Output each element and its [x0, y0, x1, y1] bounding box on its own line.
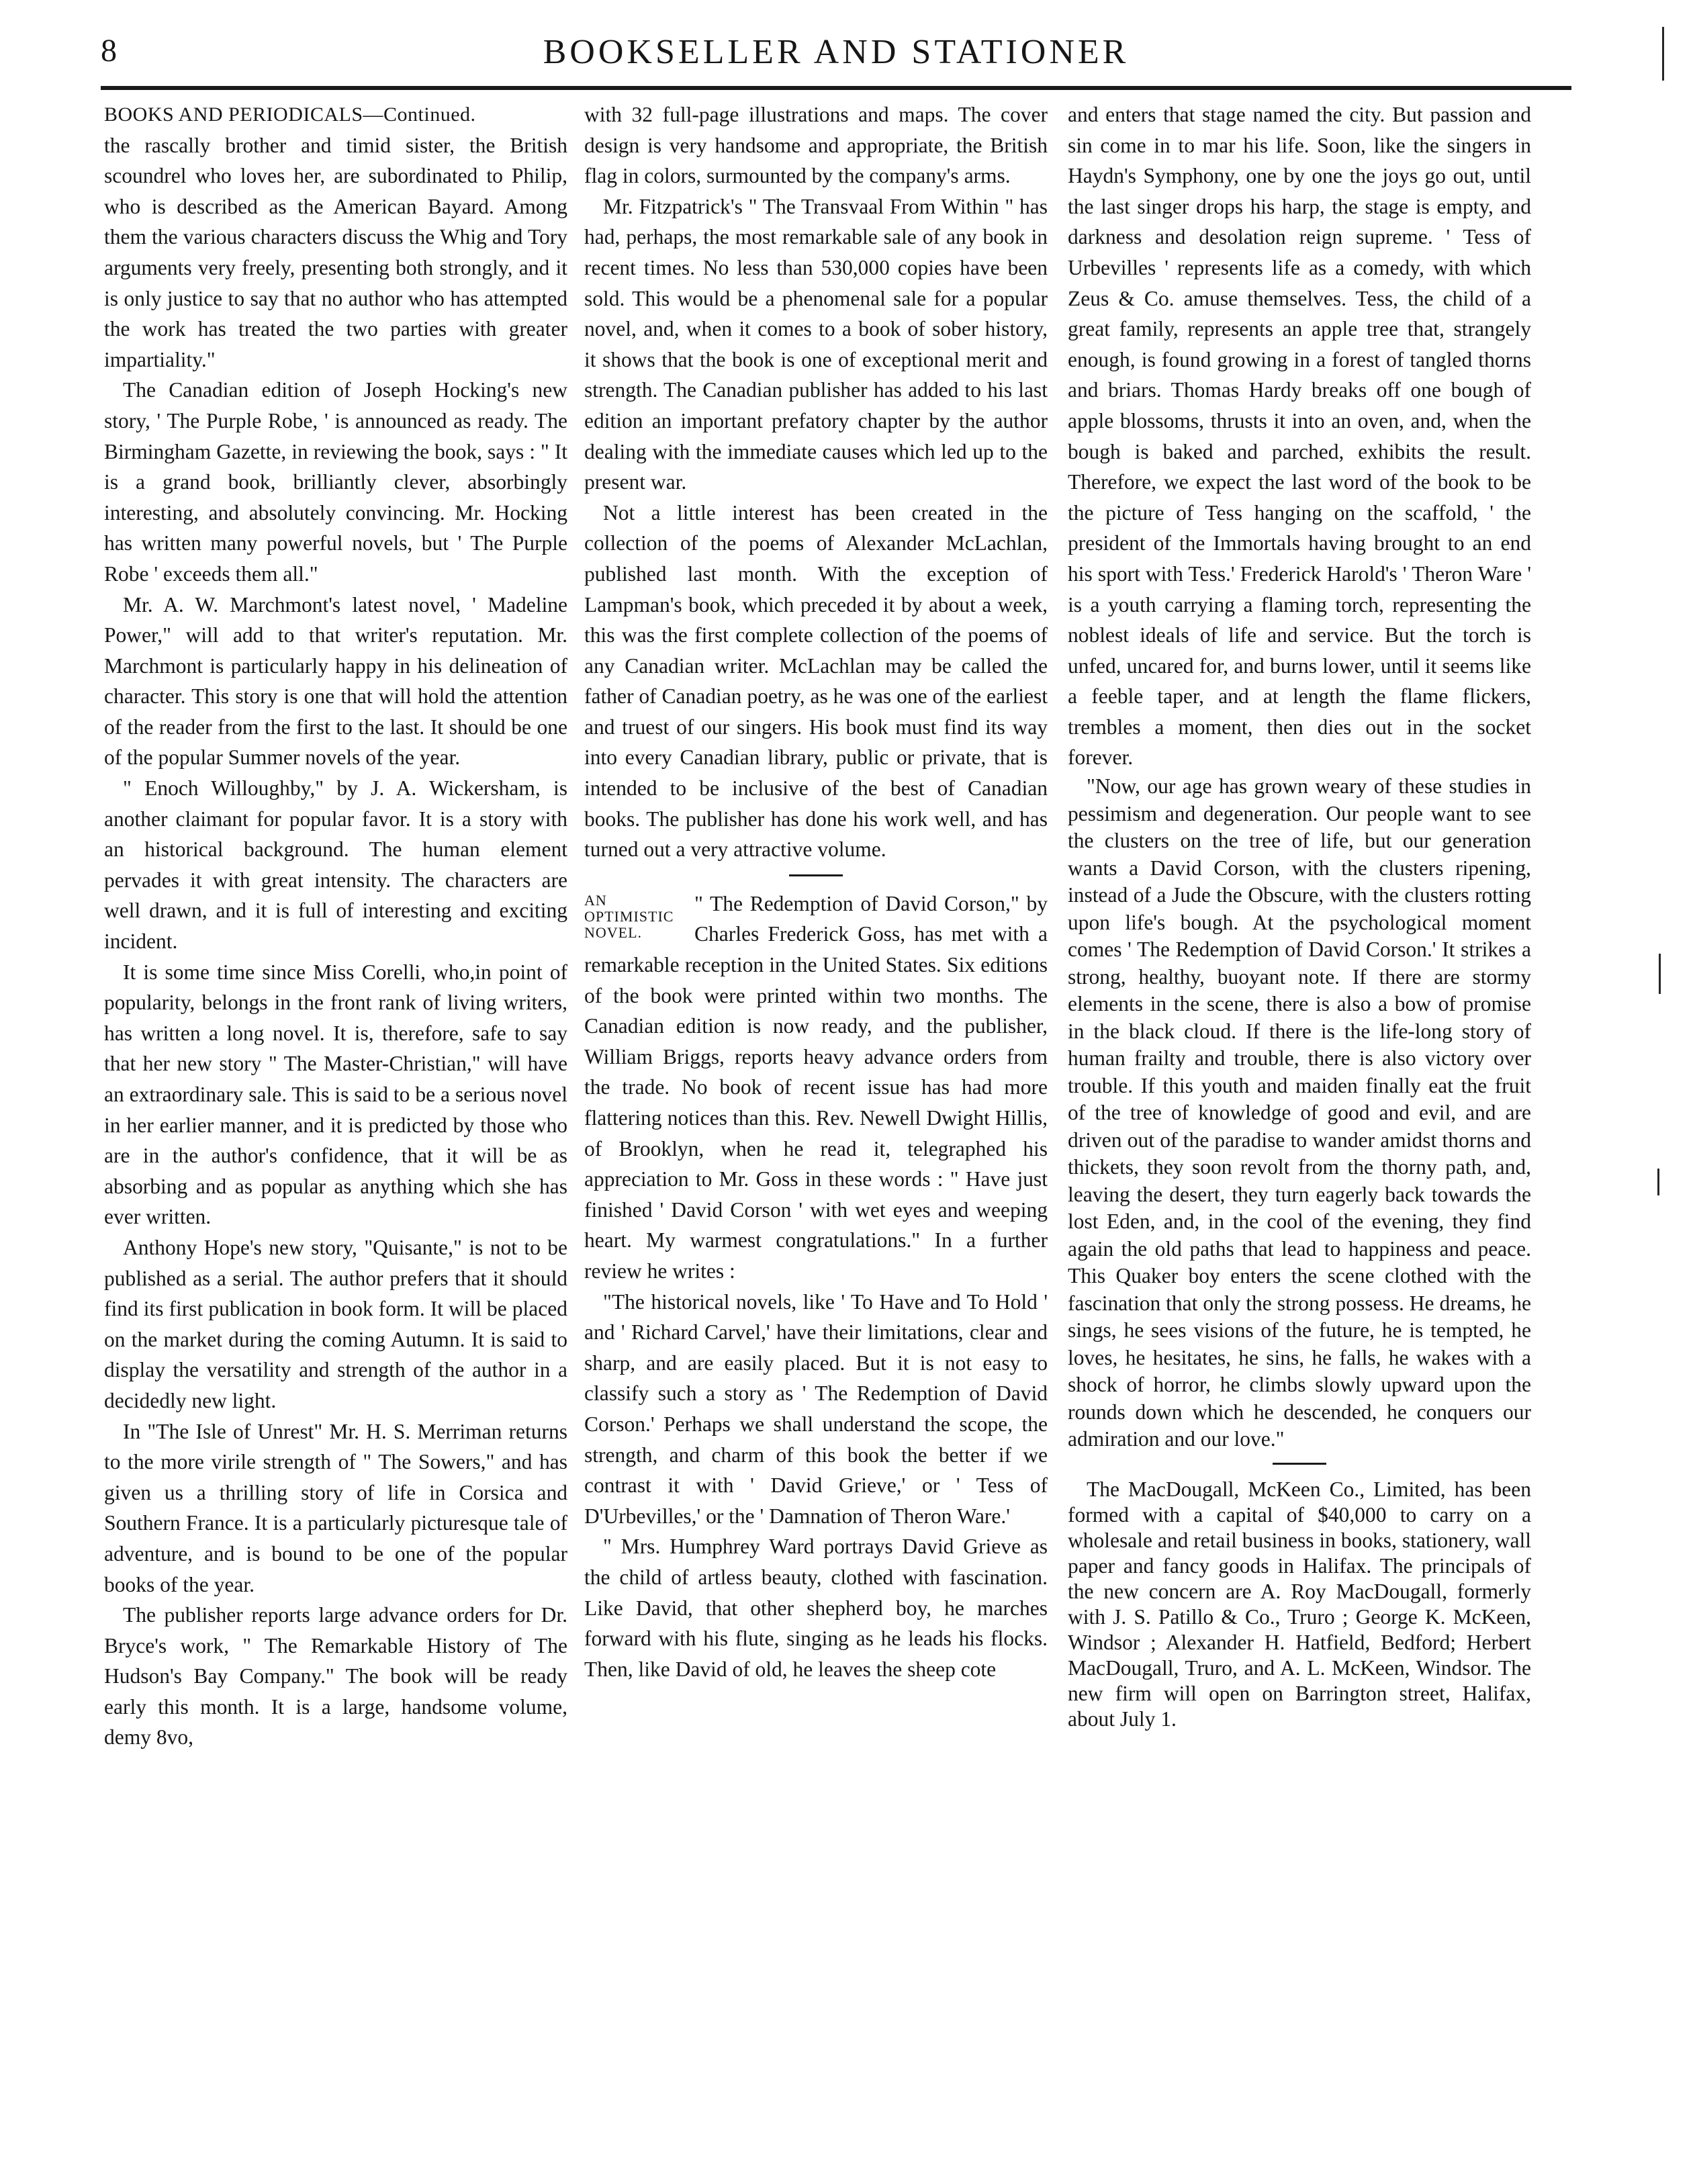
- header-rule: [101, 86, 1571, 90]
- paragraph: "The historical novels, like ' To Have and To Hold ' and ' Richard Carvel,' have their limitations, clear and sharp, and are easily placed. But it is not easy to classify such a story as ' The Redemption of David Corson.' Perhaps we shall understand the scope, the strength, and charm of this book the better if we contrast it with ' David Grieve,' or ' Tess of D'Urbevilles,' or the ' Damnation of Theron Ware.': [584, 1289, 1048, 1528]
- section-divider: [1273, 1463, 1326, 1465]
- section-heading: BOOKS AND PERIODICALS—Continued.: [104, 103, 476, 126]
- paragraph: The publisher reports large advance orders for Dr. Bryce's work, " The Remarkable History of The Hudson's Bay Company." The book will be ready early this month. It is a large, handsome volume, demy 8vo,: [104, 1603, 567, 1749]
- running-head: [101, 32, 1571, 79]
- text-column-3: [1068, 99, 1531, 2154]
- paragraph: Not a little interest has been created in the collection of the poems of Alexander McLachlan, published last month. With the exception of Lampman's book, which preceded it by about a week, this was the first complete collection of the poems of any Canadian writer. McLachlan may be called the father of Canadian poetry, as he was one of the earliest and truest of our singers. His book must find its way into every Canadian library, public or private, that is intended to be inclusive of the best of Canadian books. The publisher has done his work well, and has turned out a very attractive volume.: [584, 500, 1048, 862]
- paragraph: In "The Isle of Unrest" Mr. H. S. Merriman returns to the more virile strength of " The Sowers," and has given us a thrilling story of life in Corsica and Southern France. It is a particularly picturesque tale of adventure, and is bound to be one of the popular books of the year.: [104, 1419, 567, 1596]
- paragraph: the rascally brother and timid sister, the British scoundrel who loves her, are subordinated to Philip, who is described as the American Bayard. Among them the various characters discuss the Whig and Tory arguments very freely, presenting both strongly, and it is only justice to say that no author who has attempted the work has treated the two parties with greater impartiality.": [104, 133, 567, 371]
- side-label: AN OPTIMISTIC NOVEL.: [584, 891, 674, 941]
- scan-edge-mark: [1659, 954, 1661, 994]
- paragraph-text: " The Redemption of David Corson," by Charles Frederick Goss, has met with a remarkable reception in the United States. Six editions of the book were printed within two months. The Canadian edition is now ready, and the publisher, William Briggs, reports heavy advance orders from the trade. No book of recent issue has had more flattering notices than this. Rev. Newell Dwight Hillis, of Brooklyn, when he read it, telegraphed his appreciation to Mr. Goss in these words : " Have just finished ' David Corson ' with wet eyes and weeping heart. My warmest congratulations." In a further review he writes :: [584, 891, 1048, 1283]
- scan-edge-mark: [1657, 1169, 1659, 1195]
- paragraph: and enters that stage named the city. But passion and sin come in to mar his life. Soon, like the singers in Haydn's Symphony, one by one the joys go out, until the last singer drops his harp, the stage is empty, and darkness and desolation reign supreme. ' Tess of Urbevilles ' represents life as a comedy, with which Zeus & Co. amuse themselves. Tess, the child of a great family, represents an apple tree that, strangely enough, is found growing in a forest of tangled thorns and briars. Thomas Hardy breaks off one bough of apple blossoms, thrusts it into an oven, and, when the bough is baked and parched, exhibits the result. Therefore, we expect the last word of the book to be the picture of Tess hanging on the scaffold, ' the president of the Immortals having brought to an end his sport with Tess.' Frederick Harold's ' Theron Ware ' is a youth carrying a flaming torch, representing the noblest ideals of life and service. But the torch is unfed, uncared for, and burns lower, until it seems like a feeble taper, and at length the flame flickers, trembles a moment, then dies out in the socket forever.: [1068, 103, 1531, 770]
- page-title: BOOKSELLER AND STATIONER: [543, 33, 1130, 71]
- paragraph: Anthony Hope's new story, "Quisante," is not to be published as a serial. The author prefers that it should find its first publication in book form. It will be placed on the market during the coming Autumn. It is said to display the versatility and strength of the author in a decidedly new light.: [104, 1235, 567, 1412]
- page-number: 8: [101, 33, 118, 69]
- paragraph: Mr. A. W. Marchmont's latest novel, ' Madeline Power," will add to that writer's reputation. Mr. Marchmont is particularly happy in his delineation of character. This story is one that will hold the attention of the reader from the first to the last. It should be one of the popular Summer novels of the year.: [104, 592, 567, 770]
- paragraph: The Canadian edition of Joseph Hocking's new story, ' The Purple Robe, ' is announced as ready. The Birmingham Gazette, in reviewing the book, says : " It is a grand book, brilliantly clever, absorbingly interesting, and absolutely convincing. Mr. Hocking has written many powerful novels, but ' The Purple Robe ' exceeds them all.": [104, 378, 567, 586]
- paragraph: " Mrs. Humphrey Ward portrays David Grieve as the child of artless beauty, clothed with fascination. Like David, that other shepherd boy, he marches forward with his flute, singing as he leads his flocks. Then, like David of old, he leaves the sheep cote: [584, 1535, 1048, 1681]
- business-notice: The MacDougall, McKeen Co., Limited, has been formed with a capital of $40,000 to carry on a wholesale and retail business in books, stationery, wall paper and fancy goods in Halifax. The principals of the new concern are A. Roy MacDougall, formerly with J. S. Patillo & Co., Truro ; George K. McKeen, Windsor ; Alexander H. Hatfield, Bedford; Herbert MacDougall, Truro, and A. L. McKeen, Windsor. The new firm will open on Barrington street, Halifax, about July 1.: [1068, 1477, 1531, 1731]
- paragraph: [584, 889, 1048, 1287]
- scan-edge-mark: [1662, 27, 1664, 81]
- paragraph: with 32 full-page illustrations and maps. The cover design is very handsome and appropriate, the British flag in colors, surmounted by the company's arms.: [584, 103, 1048, 188]
- paragraph: Mr. Fitzpatrick's " The Transvaal From Within " has had, perhaps, the most remarkable sale of any book in recent times. No less than 530,000 copies have been sold. This would be a phenomenal sale for a popular novel, and, when it comes to a book of sober history, it shows that the book is one of exceptional merit and strength. The Canadian publisher has added to his last edition an important prefatory chapter by the author dealing with the immediate causes which led up to the present war.: [584, 194, 1048, 494]
- paragraph: " Enoch Willoughby," by J. A. Wickersham, is another claimant for popular favor. It is a story with an historical background. The human element pervades it with great intensity. The characters are well drawn, and it is full of interesting and exciting incident.: [104, 776, 567, 954]
- paragraph: It is some time since Miss Corelli, who,in point of popularity, belongs in the front rank of living writers, has written a long novel. It is, therefore, safe to say that her new story " The Master-Christian," will have an extraordinary sale. This is said to be a serious novel in her earlier manner, and it is predicted by those who are in the author's confidence, that it will be as absorbing and as popular as anything which she has ever written.: [104, 960, 567, 1229]
- section-divider: [789, 874, 843, 876]
- paragraph: "Now, our age has grown weary of these studies in pessimism and degeneration. Our people want to see the clusters on the tree of life, but our generation wants a David Corson, with the clusters ripening, instead of a Jude the Obscure, with the clusters rotting upon life's bough. At the psychological moment comes ' The Redemption of David Corson.' It strikes a strong, healthy, buoyant note. If there are stormy elements in the scene, there is also a bow of promise in the black cloud. If there is the life-long story of human frailty and trouble, there is also victory over trouble. If this youth and maiden finally eat the fruit of the tree of knowledge of good and evil, and are driven out of the paradise to wander amidst thorns and thickets, they soon revolt from the thorny path, and, leaving the desert, they turn eagerly back towards the lost Eden, and, in the cool of the evening, they find again the old paths that lead to happiness and peace. This Quaker boy enters the scene clothed with the fascination that only the strong possess. He dreams, he sings, he sees visions of the future, he is tempted, he loves, he hesitates, he sins, he falls, he wakes with a shock of horror, he climbs slowly upward upon the rounds down which he descended, he conquers our admiration and our love.": [1068, 774, 1531, 1451]
- text-column-2: [584, 99, 1048, 2154]
- text-column-1: [104, 99, 567, 2154]
